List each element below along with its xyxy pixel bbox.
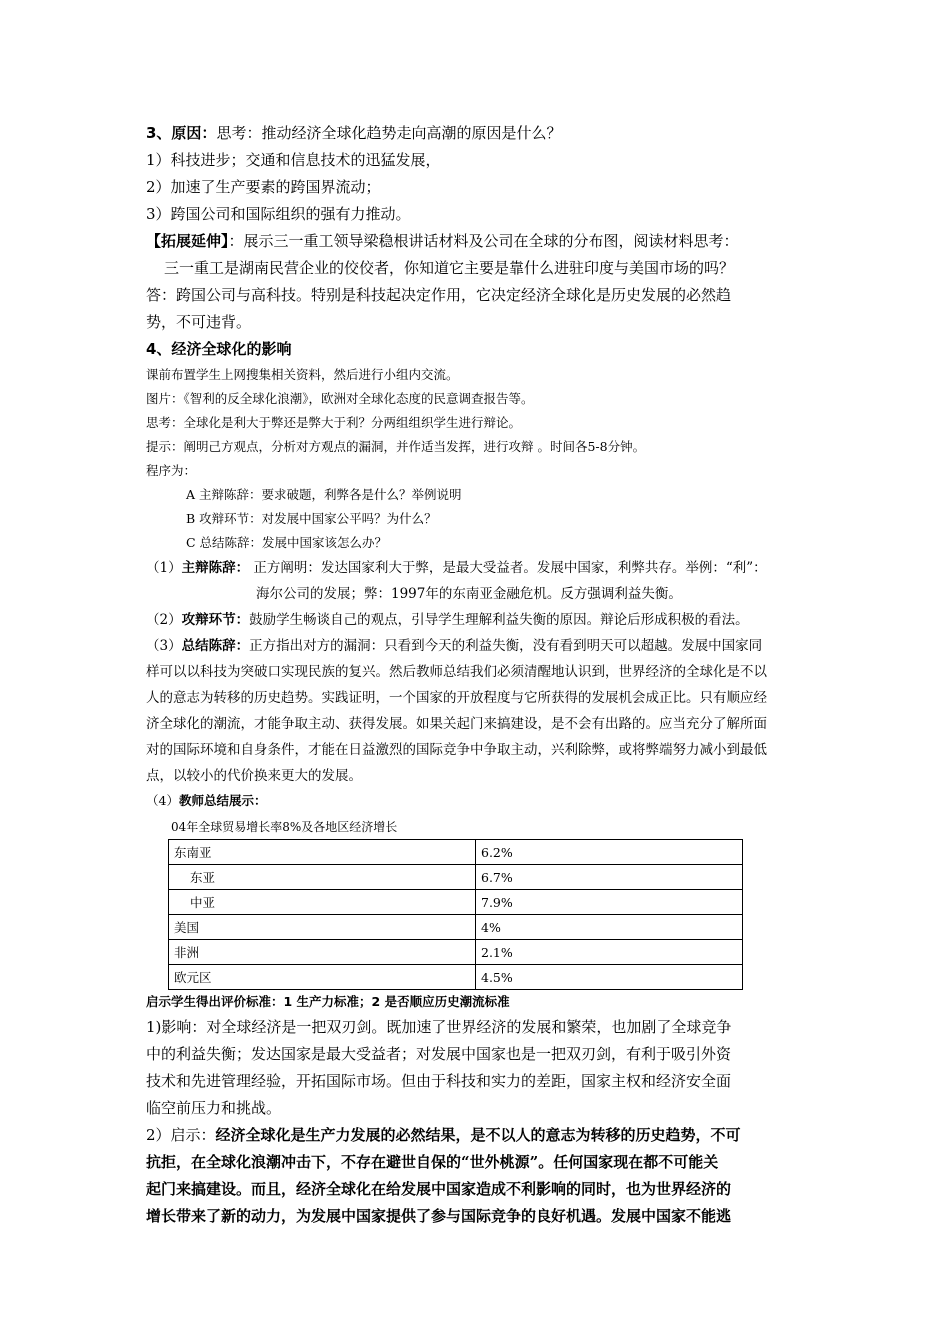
teacher-summary: [146, 789, 816, 813]
insight-line: [146, 1122, 816, 1149]
paragraph: 思考：全球化是利大于弊还是弊大于利？分两组组织学生进行辩论。: [146, 415, 522, 430]
insight-line: 起门来搞建设。而且，经济全球化在给发展中国家造成不利影响的同时，也为世界经济的: [146, 1180, 732, 1198]
debate-part-text: 正方指出对方的漏洞：只看到今天的利益失衡，没有看到明天可以超越。发展中国家同: [249, 638, 763, 654]
insight-text: 经济全球化是生产力发展的必然结果，是不以人的意志为转移的历史趋势，不可: [215, 1126, 741, 1144]
section4-heading: 4、经济全球化的影响: [146, 340, 292, 358]
reason-item: 2）加速了生产要素的跨国界流动；: [146, 178, 381, 196]
debate-summary-line: 样可以以科技为突破口实现民族的复兴。然后教师总结我们必须清醒地认识到，世界经济的全球化是不以: [146, 664, 767, 680]
debate-part-num: （2）: [146, 612, 182, 628]
value-cell: 7.9%: [476, 890, 743, 915]
debate-part-label: 攻辩环节：: [181, 612, 250, 628]
paragraph: 课前布置学生上网搜集相关资料，然后进行小组内交流。: [146, 367, 459, 382]
impact-line: 技术和先进管理经验，开拓国际市场。但由于科技和实力的差距，国家主权和经济安全面: [146, 1072, 732, 1090]
extension-text: ：展示三一重工领导梁稳根讲话材料及公司在全球的分布图，阅读材料思考：: [228, 232, 739, 250]
reason-item: 3）跨国公司和国际组织的强有力推动。: [146, 205, 411, 223]
debate-part-label: 主辩陈辞：: [181, 560, 250, 576]
answer-line: 势，不可违背。: [146, 313, 252, 331]
table-row: [169, 865, 743, 890]
region-cell: 东南亚: [169, 840, 476, 865]
table-row: [169, 940, 743, 965]
procedure-step: A 主辩陈辞：要求破题，利弊各是什么？举例说明: [186, 487, 462, 502]
value-cell: 4%: [476, 915, 743, 940]
insight-prefix: 2）启示：: [146, 1126, 216, 1144]
debate-summary-line: 点，以较小的代价换来更大的发展。: [146, 768, 362, 784]
debate-part-3: [146, 633, 816, 659]
impact-line: 1)影响：对全球经济是一把双刃剑。既加速了世界经济的发展和繁荣，也加剧了全球竞争: [146, 1018, 732, 1036]
paragraph: 提示：阐明己方观点，分析对方观点的漏洞，并作适当发挥，进行攻辩 。时间各5-8分钟。: [146, 439, 646, 454]
debate-part-1: [146, 555, 816, 581]
debate-part-num: （1）: [146, 560, 182, 576]
insight-line: 抗拒，在全球化浪潮冲击下，不存在避世自保的“世外桃源”。任何国家现在都不可能关: [146, 1153, 719, 1171]
answer-line: 答：跨国公司与高科技。特别是科技起决定作用，它决定经济全球化是历史发展的必然趋: [146, 286, 732, 304]
debate-part-num: （3）: [146, 638, 182, 654]
value-cell: 6.2%: [476, 840, 743, 865]
debate-part-text: 鼓励学生畅谈自己的观点，引导学生理解利益失衡的原因。辩论后形成积极的看法。: [249, 612, 749, 628]
value-cell: 4.5%: [476, 965, 743, 990]
paragraph: 程序为：: [146, 463, 197, 478]
table-row: [169, 915, 743, 940]
table-row: [169, 890, 743, 915]
region-cell: 欧元区: [169, 965, 476, 990]
region-cell: 非洲: [169, 940, 476, 965]
region-cell-text: 东亚: [190, 870, 216, 885]
criteria-line: 启示学生得出评价标准：1 生产力标准；2 是否顺应历史潮流标准: [146, 994, 510, 1009]
insight-line: 增长带来了新的动力，为发展中国家提供了参与国际竞争的良好机遇。发展中国家不能逃: [146, 1207, 732, 1225]
extension-question: 三一重工是湖南民营企业的佼佼者，你知道它主要是靠什么进驻印度与美国市场的吗？: [164, 259, 735, 277]
region-cell-text: 中亚: [190, 895, 216, 910]
region-cell: [169, 865, 476, 890]
value-cell: 2.1%: [476, 940, 743, 965]
paragraph: 图片：《智利的反全球化浪潮》，欧洲对全球化态度的民意调查报告等。: [146, 391, 534, 406]
table-row: [169, 840, 743, 865]
procedure-step: B 攻辩环节：对发展中国家公平吗？为什么？: [186, 511, 437, 526]
debate-part-num: （4）: [146, 793, 179, 808]
table-caption: 04年全球贸易增长率8%及各地区经济增长: [171, 820, 398, 834]
section3-heading-num: 3、原因：: [146, 124, 217, 142]
debate-part-1-cont: 海尔公司的发展；弊：1997年的东南亚金融危机。反方强调利益失衡。: [256, 586, 682, 602]
debate-part-2: [146, 607, 816, 633]
document-page: [146, 120, 816, 1230]
debate-part-text: 正方阐明：发达国家利大于弊，是最大受益者。发展中国家，利弊共存。举例：“利”：: [249, 560, 767, 576]
section3-heading: [146, 120, 816, 147]
impact-line: 临空前压力和挑战。: [146, 1099, 282, 1117]
debate-summary-line: 人的意志为转移的历史趋势。实践证明，一个国家的开放程度与它所获得的发展机会成正比。只有顺应经: [146, 690, 767, 706]
region-cell: [169, 890, 476, 915]
debate-part-label: 总结陈辞：: [181, 638, 250, 654]
section3-heading-text: 思考：推动经济全球化趋势走向高潮的原因是什么？: [216, 124, 562, 142]
teacher-summary-label: 教师总结展示：: [178, 793, 267, 808]
reason-item: 1）科技进步；交通和信息技术的迅猛发展，: [146, 151, 441, 169]
debate-summary-line: 对的国际环境和自身条件，才能在日益激烈的国际竞争中争取主动，兴利除弊，或将弊端努力减小到最低: [146, 742, 767, 758]
table-row: [169, 965, 743, 990]
extension-label: 【拓展延伸】: [146, 232, 229, 250]
extension-line: [146, 228, 816, 255]
debate-summary-line: 济全球化的潮流，才能争取主动、获得发展。如果关起门来搞建设，是不会有出路的。应当充分了解所面: [146, 716, 767, 732]
procedure-step: C 总结陈辞：发展中国家该怎么办？: [186, 535, 388, 550]
growth-table: [168, 839, 743, 990]
impact-line: 中的利益失衡；发达国家是最大受益者；对发展中国家也是一把双刃剑，有利于吸引外资: [146, 1045, 732, 1063]
region-cell: 美国: [169, 915, 476, 940]
value-cell: 6.7%: [476, 865, 743, 890]
